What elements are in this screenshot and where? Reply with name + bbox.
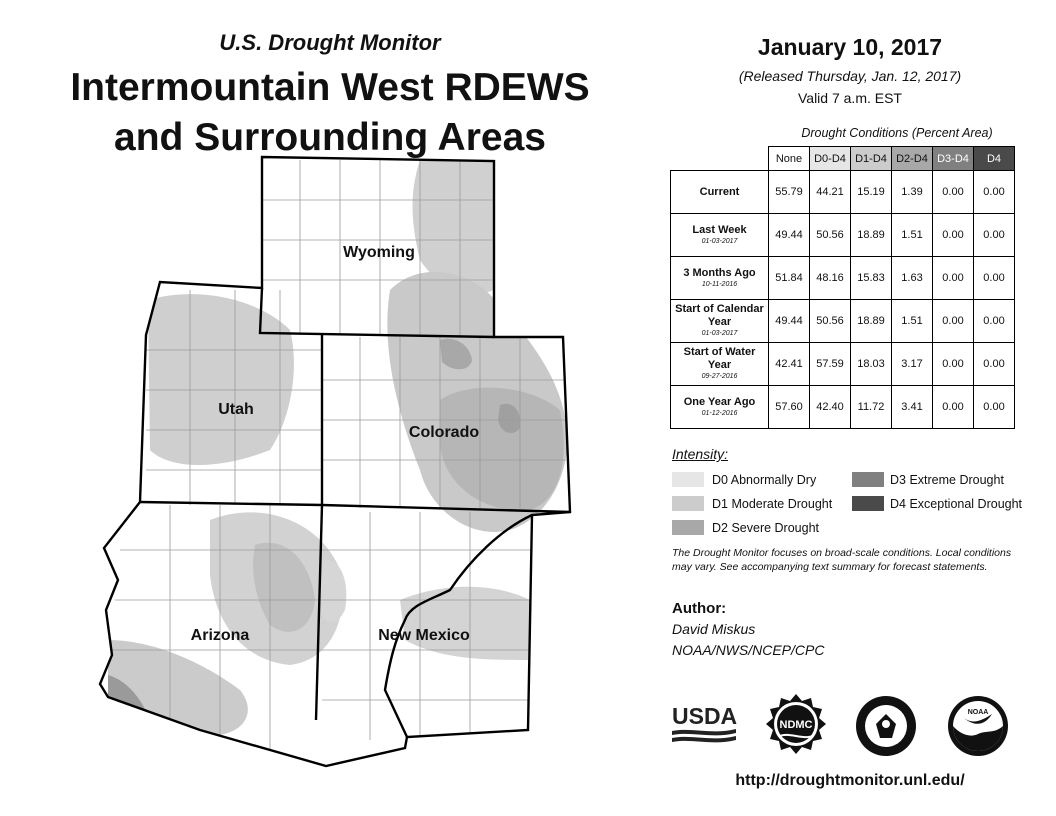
table-row — [671, 386, 1015, 429]
legend-swatch-d0 — [672, 472, 704, 487]
legend-title: Intensity: — [672, 446, 729, 462]
table-cell: 1.51 — [892, 300, 933, 343]
table-cell: 0.00 — [933, 171, 974, 214]
legend-label-d0: D0 Abnormally Dry — [712, 473, 817, 487]
ndmc-logo — [764, 692, 828, 756]
drought-map — [90, 150, 590, 780]
table-cell: 48.16 — [810, 257, 851, 300]
row-label: One Year Ago — [683, 395, 756, 408]
disclaimer-note: The Drought Monitor focuses on broad-scale conditions. Local conditions may vary. See accompanying text summary for forecast statements. — [672, 547, 1012, 573]
table-cell: 0.00 — [974, 171, 1015, 214]
row-header — [671, 171, 769, 214]
row-date: 01-12-2016 — [701, 409, 738, 417]
release-date: (Released Thursday, Jan. 12, 2017) — [738, 68, 962, 84]
legend-swatch-d4 — [852, 496, 884, 511]
row-label: Last Week — [692, 223, 747, 236]
state-label-utah: Utah — [218, 401, 254, 418]
row-date: 10-11-2016 — [701, 280, 738, 288]
table-cell: 0.00 — [933, 214, 974, 257]
table-cell: 49.44 — [769, 300, 810, 343]
legend-label-d2: D2 Severe Drought — [712, 521, 820, 535]
table-cell: 0.00 — [974, 257, 1015, 300]
table-cell: 0.00 — [933, 343, 974, 386]
table-cell: 57.59 — [810, 343, 851, 386]
legend-swatch-d2 — [672, 520, 704, 535]
legend-swatch-d3 — [852, 472, 884, 487]
map-date: January 10, 2017 — [757, 34, 943, 60]
row-header — [671, 343, 769, 386]
table-cell: 1.63 — [892, 257, 933, 300]
col-header-d3-d4: D3-D4 — [933, 147, 974, 171]
table-cell: 55.79 — [769, 171, 810, 214]
table-row — [671, 214, 1015, 257]
table-cell: 51.84 — [769, 257, 810, 300]
legend-swatch-d1 — [672, 496, 704, 511]
table-row — [671, 343, 1015, 386]
map-title-line2: and Surrounding Areas — [114, 116, 546, 159]
noaa-logo-text: NOAA — [967, 709, 989, 716]
row-date: 01-03-2017 — [701, 330, 738, 337]
table-cell: 0.00 — [974, 214, 1015, 257]
commerce-seal — [854, 694, 918, 758]
website-url[interactable]: http://droughtmonitor.unl.edu/ — [735, 772, 965, 789]
state-label-colorado: Colorado — [408, 424, 480, 441]
table-cell: 15.83 — [851, 257, 892, 300]
table-row — [671, 171, 1015, 214]
table-cell: 0.00 — [974, 343, 1015, 386]
col-header-none: None — [769, 147, 810, 171]
map-subtitle: U.S. Drought Monitor — [219, 30, 441, 55]
noaa-logo — [946, 694, 1010, 758]
table-cell: 44.21 — [810, 171, 851, 214]
table-title: Drought Conditions (Percent Area) — [801, 126, 993, 140]
usda-logo — [672, 700, 738, 748]
table-cell: 3.17 — [892, 343, 933, 386]
row-label: Current — [699, 185, 740, 198]
map-title-line1: Intermountain West RDEWS — [70, 66, 590, 109]
table-cell: 11.72 — [851, 386, 892, 429]
row-date: 09-27-2016 — [701, 373, 738, 380]
table-cell: 42.41 — [769, 343, 810, 386]
col-header-d1-d4: D1-D4 — [851, 147, 892, 171]
table-cell: 15.19 — [851, 171, 892, 214]
table-corner — [671, 147, 769, 171]
table-cell: 50.56 — [810, 214, 851, 257]
valid-time: Valid 7 a.m. EST — [797, 90, 902, 106]
table-cell: 0.00 — [933, 300, 974, 343]
table-cell: 50.56 — [810, 300, 851, 343]
col-header-d0-d4: D0-D4 — [810, 147, 851, 171]
table-cell: 18.89 — [851, 300, 892, 343]
table-cell: 18.89 — [851, 214, 892, 257]
row-label: Start of Calendar Year — [675, 303, 764, 328]
legend-label-d3: D3 Extreme Drought — [890, 473, 1004, 487]
table-cell: 49.44 — [769, 214, 810, 257]
utah-drought-area — [148, 294, 294, 465]
row-header — [671, 386, 769, 429]
col-header-d2-d4: D2-D4 — [892, 147, 933, 171]
usda-logo-text: USDA — [672, 703, 738, 729]
legend-label-d1: D1 Moderate Drought — [712, 497, 833, 511]
table-cell: 42.40 — [810, 386, 851, 429]
state-label-wyoming: Wyoming — [343, 244, 415, 261]
table-cell: 0.00 — [933, 386, 974, 429]
state-label-new-mexico: New Mexico — [378, 627, 470, 644]
col-header-d4: D4 — [974, 147, 1015, 171]
table-cell: 1.51 — [892, 214, 933, 257]
table-cell: 0.00 — [974, 386, 1015, 429]
state-label-arizona: Arizona — [190, 627, 250, 644]
row-header — [671, 257, 769, 300]
row-date: 01-03-2017 — [701, 237, 738, 245]
row-header — [671, 300, 769, 343]
row-header — [671, 214, 769, 257]
ndmc-logo-text: NDMC — [779, 719, 813, 731]
drought-conditions-table — [670, 146, 1015, 429]
table-row — [671, 257, 1015, 300]
row-label: 3 Months Ago — [683, 266, 756, 279]
table-cell: 18.03 — [851, 343, 892, 386]
row-label: Start of Water Year — [683, 346, 756, 371]
legend-label-d4: D4 Exceptional Drought — [890, 497, 1023, 511]
author-org: NOAA/NWS/NCEP/CPC — [672, 642, 825, 658]
table-cell: 3.41 — [892, 386, 933, 429]
table-cell: 1.39 — [892, 171, 933, 214]
author-name: David Miskus — [672, 621, 756, 637]
table-row — [671, 300, 1015, 343]
author-heading: Author: — [672, 600, 727, 617]
table-cell: 0.00 — [933, 257, 974, 300]
table-cell: 57.60 — [769, 386, 810, 429]
table-cell: 0.00 — [974, 300, 1015, 343]
